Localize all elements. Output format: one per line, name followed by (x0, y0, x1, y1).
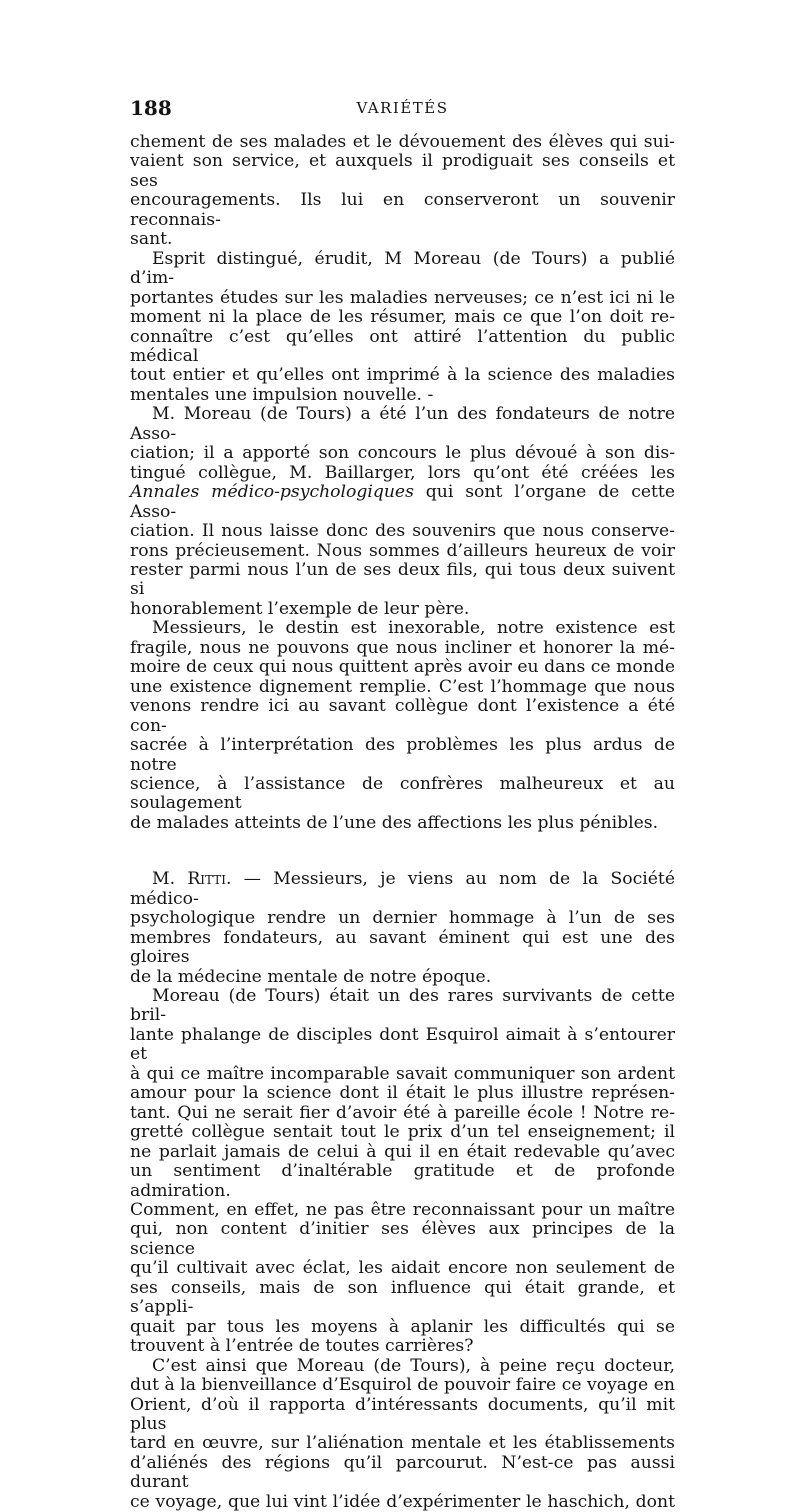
page-number: 188 (130, 96, 172, 120)
text-line: sant. (130, 229, 173, 250)
text-line: trouvent à l’entrée de toutes carrières? (130, 1336, 474, 1357)
text-line: qui, non content d’initier ses élèves aux principes de la science (130, 1219, 675, 1259)
running-head: VARIÉTÉS (356, 99, 449, 117)
paragraph (130, 250, 675, 406)
text-line: tingué collègue, M. Baillarger, lors qu’ont été créées les (130, 462, 675, 483)
journal-title: Annales médico-psychologiques (130, 482, 414, 503)
text-line: à qui ce maître incomparable savait communiquer son ardent (130, 1063, 675, 1084)
text-line: sacrée à l’interprétation des problèmes les plus ardus de notre (130, 735, 675, 775)
text-line: psychologique rendre un dernier hommage à l’un de ses (130, 908, 675, 929)
text-line: M. Moreau (de Tours) a été l’un des fondateurs de notre Asso- (130, 404, 675, 444)
speaker-name: M. Ritti. (152, 869, 232, 890)
text-line: ciation. Il nous laisse donc des souvenirs que nous conserve- (130, 521, 675, 542)
text-line: moire de ceux qui nous quittent après avoir eu dans ce monde (130, 657, 675, 678)
paragraph (130, 405, 675, 619)
text-line: Messieurs, le destin est inexorable, notre existence est (152, 618, 675, 639)
text-fragment: Messieurs, je viens au nom de la Société médico- (130, 869, 675, 909)
paragraph (130, 1357, 675, 1512)
paragraph (130, 870, 675, 987)
text-line: de malades atteints de l’une des affections les plus pénibles. (130, 812, 659, 833)
text-line: honorablement l’exemple de leur père. (130, 598, 470, 619)
paragraph (130, 987, 675, 1357)
text-line: venons rendre ici au savant collègue dont l’existence a été con- (130, 696, 675, 736)
text-line: un sentiment d’inaltérable gratitude et de profonde admiration. (130, 1161, 675, 1201)
text-line: gretté collègue sentait tout le prix d’un tel enseignement; il (130, 1122, 675, 1143)
text-line: quait par tous les moyens à aplanir les difficultés qui se (130, 1316, 675, 1337)
page-header (130, 96, 675, 122)
text-line: une existence dignement remplie. C’est l’hommage que nous (130, 676, 675, 697)
text-line: ses conseils, mais de son influence qui était grande, et s’appli- (130, 1277, 675, 1318)
paragraph (130, 133, 675, 250)
text-line (130, 483, 675, 522)
text-line: chement de ses malades et le dévouement des élèves qui sui- (130, 132, 675, 152)
text-line: portantes études sur les maladies nerveuses; ce n’est ici ni le (130, 287, 675, 308)
text-line (130, 870, 675, 909)
text-line: science, à l’assistance de confrères malheureux et au soulagement (130, 773, 675, 814)
text-line: ce voyage, que lui vint l’idée d’expérimenter le haschich, dont (130, 1491, 675, 1512)
text-line: tant. Qui ne serait fier d’avoir été à pareille école ! Notre re- (130, 1102, 675, 1123)
text-fragment: qui sont l’organe de cette Asso- (130, 482, 675, 522)
section-gap (130, 833, 675, 870)
text-line: ciation; il a apporté son concours le plus dévoué à son dis- (130, 443, 675, 464)
text-line: vaient son service, et auxquels il prodiguait ses conseils et ses (130, 151, 675, 191)
text-line: lante phalange de disciples dont Esquirol aimait à s’entourer et (130, 1024, 675, 1065)
text-line: connaître c’est qu’elles ont attiré l’attention du public médical (130, 326, 675, 366)
text-line: Comment, en effet, ne pas être reconnaissant pour un maître (130, 1200, 675, 1221)
text-line: rester parmi nous l’un de ses deux fils, qui tous deux suivent si (130, 559, 675, 600)
text-line: qu’il cultivait avec éclat, les aidait encore non seulement de (130, 1258, 675, 1279)
text-line: Esprit distingué, érudit, M Moreau (de Tours) a publié d’im- (130, 248, 675, 289)
text-line: mentales une impulsion nouvelle. - (130, 384, 434, 405)
text-line: Moreau (de Tours) était un des rares survivants de cette bril- (130, 986, 675, 1026)
text-line: d’aliénés des régions qu’il parcourut. N’est-ce pas aussi durant (130, 1452, 675, 1493)
text-line: de la médecine mentale de notre époque. (130, 966, 492, 987)
text-line: C’est ainsi que Moreau (de Tours), à peine reçu docteur, (152, 1355, 675, 1376)
body-text (130, 133, 675, 1512)
text-line: membres fondateurs, au savant éminent qui est une des gloires (130, 927, 675, 968)
text-line: amour pour la science dont il était le plus illustre représen- (130, 1083, 675, 1104)
text-line: rons précieusement. Nous sommes d’ailleurs heureux de voir (130, 540, 675, 561)
text-line: moment ni la place de les résumer, mais ce que l’on doit re- (130, 307, 675, 328)
dash: — (231, 869, 274, 890)
paragraph (130, 619, 675, 833)
text-line: Orient, d’où il rapporta d’intéressants documents, qu’il mit plus (130, 1394, 675, 1434)
text-line: tard en œuvre, sur l’aliénation mentale et les établissements (130, 1433, 675, 1454)
text-line: dut à la bienveillance d’Esquirol de pouvoir faire ce voyage en (130, 1375, 675, 1396)
text-line: tout entier et qu’elles ont imprimé à la science des maladies (130, 365, 675, 386)
text-line: ne parlait jamais de celui à qui il en était redevable qu’avec (130, 1141, 675, 1162)
text-line: fragile, nous ne pouvons que nous incliner et honorer la mé- (130, 637, 675, 658)
text-line: encouragements. Ils lui en conserveront un souvenir reconnais- (130, 190, 675, 230)
